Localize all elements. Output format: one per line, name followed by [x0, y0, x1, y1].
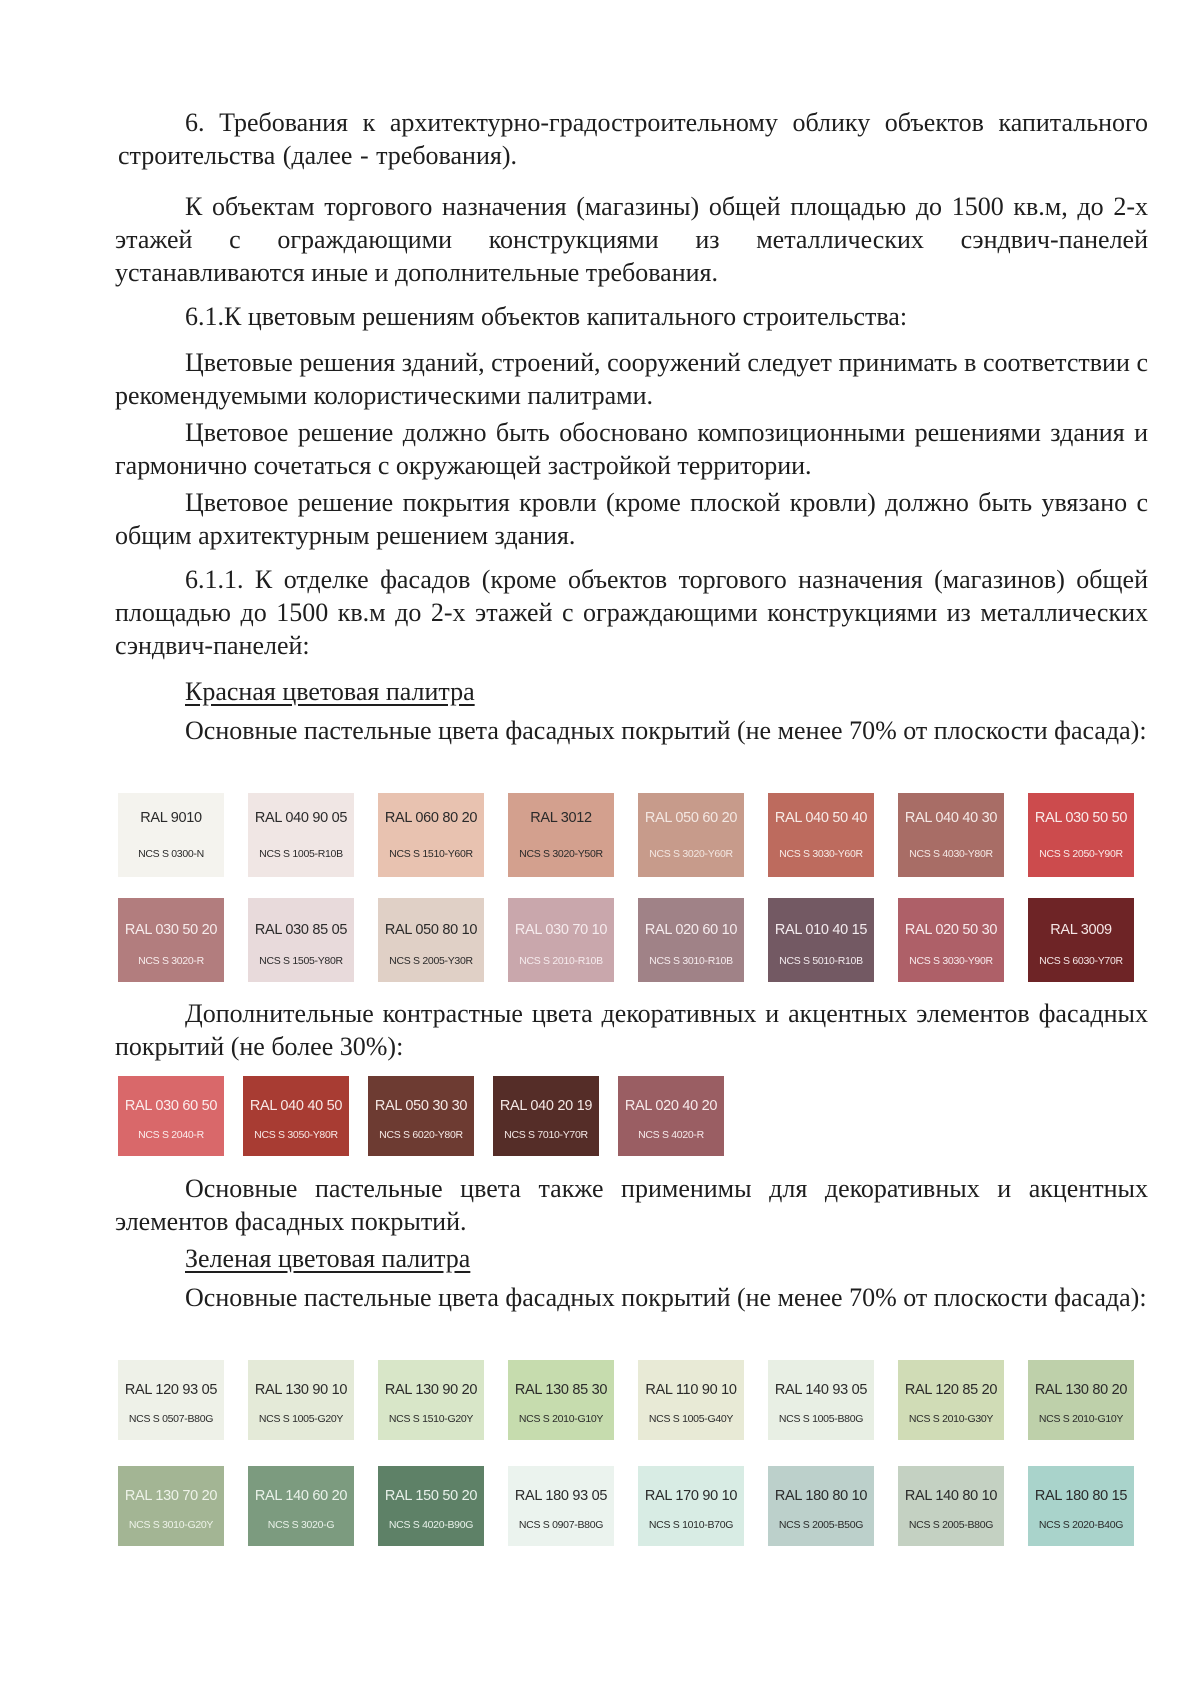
swatch-ncs-code: NCS S 2010-R10B — [519, 955, 603, 967]
color-swatch — [378, 898, 484, 982]
swatch-ncs-code: NCS S 2020-B40G — [1038, 1519, 1124, 1531]
swatch-ncs-code: NCS S 0907-B80G — [518, 1519, 604, 1531]
swatch-ral-code: RAL 050 80 10 — [384, 922, 478, 938]
swatch-ncs-code: NCS S 1010-B70G — [648, 1519, 734, 1531]
swatch-ral-code: RAL 030 60 50 — [124, 1098, 218, 1114]
swatch-ral-code: RAL 040 90 05 — [254, 810, 348, 826]
swatch-ral-code: RAL 030 50 20 — [124, 922, 218, 938]
swatch-ral-code: RAL 180 80 15 — [1034, 1488, 1128, 1504]
color-swatch — [248, 793, 354, 877]
color-swatch — [118, 898, 224, 982]
swatch-ral-code: RAL 010 40 15 — [774, 922, 868, 938]
paragraph-6-1-1-facades: 6.1.1. К отделке фасадов (кроме объектов торгового назначения (магазинов) общей площадью до 1500 кв.м до 2-х этажей с ограждающими конструкциями из металлических сэндвич-панелей: — [115, 565, 1148, 660]
heading-red-palette: Красная цветовая палитра — [185, 677, 475, 706]
color-swatch — [508, 1466, 614, 1546]
swatch-ncs-code: NCS S 3020-G — [267, 1519, 335, 1531]
color-swatch — [1028, 793, 1134, 877]
color-swatch — [508, 1360, 614, 1440]
color-swatch — [378, 1466, 484, 1546]
color-swatch — [248, 898, 354, 982]
paragraph-roof: Цветовое решение покрытия кровли (кроме плоской кровли) должно быть увязано с общим архитектурным решением здания. — [115, 488, 1148, 550]
green-main-swatches-row-2 — [118, 1466, 1158, 1546]
swatch-ral-code: RAL 180 93 05 — [514, 1488, 608, 1504]
swatch-ncs-code: NCS S 2050-Y90R — [1039, 848, 1123, 860]
color-swatch — [508, 793, 614, 877]
swatch-ncs-code: NCS S 4030-Y80R — [909, 848, 993, 860]
swatch-ral-code: RAL 040 40 50 — [249, 1098, 343, 1114]
swatch-ncs-code: NCS S 6020-Y80R — [379, 1129, 463, 1141]
swatch-ral-code: RAL 120 85 20 — [904, 1382, 998, 1398]
color-swatch — [508, 898, 614, 982]
swatch-ral-code: RAL 130 85 30 — [514, 1382, 608, 1398]
paragraph-color-palettes: Цветовые решения зданий, строений, сооружений следует принимать в соответствии с рекомендуемыми колористическими палитрами. — [115, 348, 1148, 410]
color-swatch — [638, 898, 744, 982]
swatch-ncs-code: NCS S 3030-Y60R — [779, 848, 863, 860]
swatch-ral-code: RAL 150 50 20 — [384, 1488, 478, 1504]
swatch-ncs-code: NCS S 2005-Y30R — [389, 955, 473, 967]
color-swatch — [768, 1466, 874, 1546]
swatch-ncs-code: NCS S 1005-G40Y — [648, 1413, 734, 1425]
swatch-ral-code: RAL 9010 — [140, 810, 202, 826]
color-swatch — [1028, 1360, 1134, 1440]
swatch-ncs-code: NCS S 0507-B80G — [128, 1413, 214, 1425]
swatch-ral-code: RAL 130 70 20 — [124, 1488, 218, 1504]
paragraph-trade-objects: К объектам торгового назначения (магазины) общей площадью до 1500 кв.м, до 2-х этажей с ограждающими конструкциями из металлических сэндвич-панелей устанавливаются иные и дополнительные требования. — [115, 192, 1148, 287]
color-swatch — [378, 793, 484, 877]
color-swatch — [768, 1360, 874, 1440]
color-swatch — [898, 1466, 1004, 1546]
swatch-ncs-code: NCS S 7010-Y70R — [504, 1129, 588, 1141]
swatch-ncs-code: NCS S 3030-Y90R — [909, 955, 993, 967]
color-swatch — [638, 793, 744, 877]
swatch-ncs-code: NCS S 1005-B80G — [778, 1413, 864, 1425]
color-swatch — [248, 1466, 354, 1546]
color-swatch — [368, 1076, 474, 1156]
red-main-swatches-row-2 — [118, 898, 1158, 982]
swatch-ncs-code: NCS S 1510-G20Y — [388, 1413, 474, 1425]
color-swatch — [118, 1076, 224, 1156]
color-swatch — [618, 1076, 724, 1156]
swatch-ral-code: RAL 050 60 20 — [644, 810, 738, 826]
paragraph-composition: Цветовое решение должно быть обосновано композиционными решениями здания и гармонично сочетаться с окружающей застройкой территории. — [115, 418, 1148, 480]
swatch-ral-code: RAL 020 60 10 — [644, 922, 738, 938]
color-swatch — [1028, 1466, 1134, 1546]
swatch-ncs-code: NCS S 3020-Y50R — [519, 848, 603, 860]
paragraph-6-requirements: 6. Требования к архитектурно-градостроительному облику объектов капитального строительства (далее - требования). — [118, 108, 1148, 170]
swatch-ral-code: RAL 130 80 20 — [1034, 1382, 1128, 1398]
swatch-ral-code: RAL 130 90 20 — [384, 1382, 478, 1398]
swatch-ral-code: RAL 040 20 19 — [499, 1098, 593, 1114]
color-swatch — [898, 898, 1004, 982]
swatch-ral-code: RAL 140 93 05 — [774, 1382, 868, 1398]
swatch-ncs-code: NCS S 2040-R — [138, 1129, 204, 1141]
paragraph-red-accent-colors: Дополнительные контрастные цвета декоративных и акцентных элементов фасадных покрытий (не более 30%): — [115, 999, 1148, 1061]
green-main-swatches-row-1 — [118, 1360, 1158, 1440]
color-swatch — [118, 793, 224, 877]
swatch-ncs-code: NCS S 4020-B90G — [388, 1519, 474, 1531]
paragraph-pastel-also-accent: Основные пастельные цвета также применимы для декоративных и акцентных элементов фасадных покрытий. — [115, 1174, 1148, 1236]
swatch-ncs-code: NCS S 5010-R10B — [779, 955, 863, 967]
swatch-ral-code: RAL 060 80 20 — [384, 810, 478, 826]
swatch-ncs-code: NCS S 2010-G10Y — [518, 1413, 604, 1425]
swatch-ncs-code: NCS S 4020-R — [638, 1129, 704, 1141]
paragraph-red-main-colors: Основные пастельные цвета фасадных покрытий (не менее 70% от плоскости фасада): — [185, 716, 1147, 745]
swatch-ral-code: RAL 110 90 10 — [645, 1382, 737, 1398]
swatch-ral-code: RAL 020 50 30 — [904, 922, 998, 938]
swatch-ral-code: RAL 040 40 30 — [904, 810, 998, 826]
swatch-ral-code: RAL 120 93 05 — [124, 1382, 218, 1398]
swatch-ral-code: RAL 140 80 10 — [904, 1488, 998, 1504]
swatch-ncs-code: NCS S 1005-G20Y — [258, 1413, 344, 1425]
color-swatch — [243, 1076, 349, 1156]
swatch-ral-code: RAL 030 50 50 — [1034, 810, 1128, 826]
swatch-ncs-code: NCS S 2005-B50G — [778, 1519, 864, 1531]
swatch-ncs-code: NCS S 3050-Y80R — [254, 1129, 338, 1141]
swatch-ral-code: RAL 030 85 05 — [254, 922, 348, 938]
color-swatch — [248, 1360, 354, 1440]
paragraph-green-main-colors: Основные пастельные цвета фасадных покрытий (не менее 70% от плоскости фасада): — [185, 1283, 1147, 1312]
swatch-ncs-code: NCS S 3010-G20Y — [128, 1519, 214, 1531]
color-swatch — [898, 793, 1004, 877]
red-accent-swatches — [118, 1076, 743, 1156]
swatch-ncs-code: NCS S 1505-Y80R — [259, 955, 343, 967]
color-swatch — [1028, 898, 1134, 982]
swatch-ncs-code: NCS S 2010-G10Y — [1038, 1413, 1124, 1425]
swatch-ral-code: RAL 040 50 40 — [774, 810, 868, 826]
color-swatch — [118, 1360, 224, 1440]
swatch-ncs-code: NCS S 3020-Y60R — [649, 848, 733, 860]
swatch-ral-code: RAL 3012 — [530, 810, 592, 826]
color-swatch — [768, 898, 874, 982]
swatch-ral-code: RAL 050 30 30 — [374, 1098, 468, 1114]
heading-green-palette: Зеленая цветовая палитра — [185, 1244, 471, 1273]
swatch-ncs-code: NCS S 2005-B80G — [908, 1519, 994, 1531]
swatch-ral-code: RAL 180 80 10 — [774, 1488, 868, 1504]
swatch-ral-code: RAL 030 70 10 — [514, 922, 608, 938]
color-swatch — [493, 1076, 599, 1156]
swatch-ncs-code: NCS S 3010-R10B — [649, 955, 733, 967]
color-swatch — [768, 793, 874, 877]
color-swatch — [898, 1360, 1004, 1440]
swatch-ncs-code: NCS S 1005-R10B — [259, 848, 343, 860]
red-main-swatches-row-1 — [118, 793, 1158, 877]
color-swatch — [118, 1466, 224, 1546]
swatch-ral-code: RAL 140 60 20 — [254, 1488, 348, 1504]
swatch-ral-code: RAL 170 90 10 — [644, 1488, 738, 1504]
color-swatch — [378, 1360, 484, 1440]
swatch-ncs-code: NCS S 0300-N — [138, 848, 204, 860]
swatch-ncs-code: NCS S 3020-R — [138, 955, 204, 967]
swatch-ncs-code: NCS S 2010-G30Y — [908, 1413, 994, 1425]
paragraph-6-1-color-solutions: 6.1.К цветовым решениям объектов капитального строительства: — [185, 302, 908, 331]
swatch-ral-code: RAL 020 40 20 — [624, 1098, 718, 1114]
color-swatch — [638, 1360, 744, 1440]
swatch-ncs-code: NCS S 1510-Y60R — [389, 848, 473, 860]
swatch-ral-code: RAL 3009 — [1050, 922, 1112, 938]
swatch-ral-code: RAL 130 90 10 — [254, 1382, 348, 1398]
color-swatch — [638, 1466, 744, 1546]
swatch-ncs-code: NCS S 6030-Y70R — [1039, 955, 1123, 967]
